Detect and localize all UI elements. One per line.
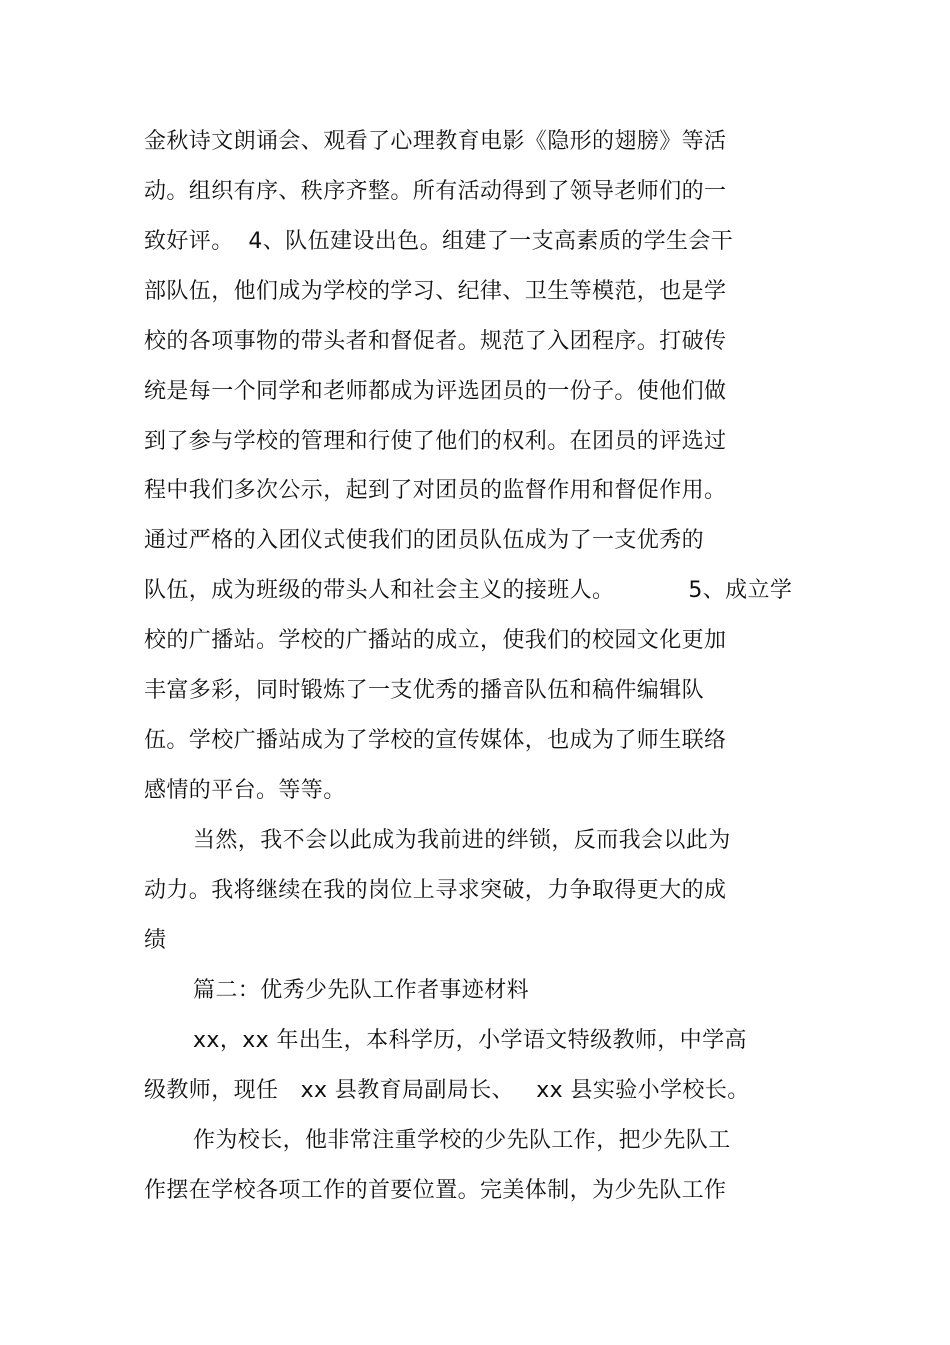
- text-line: 到了参与学校的管理和行使了他们的权利。在团员的评选过: [144, 429, 727, 454]
- text-line: 金秋诗文朗诵会、观看了心理教育电影《隐形的翅膀》等活: [144, 129, 727, 154]
- text-line: 队伍，成为班级的带头人和社会主义的接班人。 5、成立学: [144, 578, 793, 603]
- text-line: 校的各项事物的带头者和督促者。规范了入团程序。打破传: [144, 329, 727, 354]
- text-line: 动力。我将继续在我的岗位上寻求突破，力争取得更大的成: [144, 878, 727, 903]
- text-line: 校的广播站。学校的广播站的成立，使我们的校园文化更加: [144, 628, 727, 653]
- text-line: 部队伍，他们成为学校的学习、纪律、卫生等模范，也是学: [144, 279, 727, 304]
- text-line: 伍。学校广播站成为了学校的宣传媒体，也成为了师生联络: [144, 728, 727, 753]
- text-line: 致好评。 4、队伍建设出色。组建了一支高素质的学生会干: [144, 229, 734, 254]
- text-line: 通过严格的入团仪式使我们的团员队伍成为了一支优秀的: [144, 528, 705, 553]
- text-line: 作摆在学校各项工作的首要位置。完美体制，为少先队工作: [144, 1178, 727, 1203]
- paragraph-first-line: 作为校长，他非常注重学校的少先队工作，把少先队工: [193, 1128, 731, 1153]
- section-heading: 篇二：优秀少先队工作者事迹材料: [193, 978, 530, 1003]
- paragraph-first-line: xx，xx 年出生，本科学历，小学语文特级教师，中学高: [193, 1028, 747, 1053]
- paragraph-first-line: 当然，我不会以此成为我前进的绊锁，反而我会以此为: [193, 828, 731, 853]
- text-line: 程中我们多次公示，起到了对团员的监督作用和督促作用。: [144, 478, 727, 503]
- text-line: 绩: [144, 928, 167, 953]
- text-line: 丰富多彩，同时锻炼了一支优秀的播音队伍和稿件编辑队: [144, 678, 705, 703]
- text-line: 感情的平台。等等。: [144, 778, 346, 803]
- text-line: 动。组织有序、秩序齐整。所有活动得到了领导老师们的一: [144, 179, 727, 204]
- text-line: 统是每一个同学和老师都成为评选团员的一份子。使他们做: [144, 379, 727, 404]
- text-line: 级教师，现任 xx 县教育局副局长、 xx 县实验小学校长。: [144, 1078, 750, 1103]
